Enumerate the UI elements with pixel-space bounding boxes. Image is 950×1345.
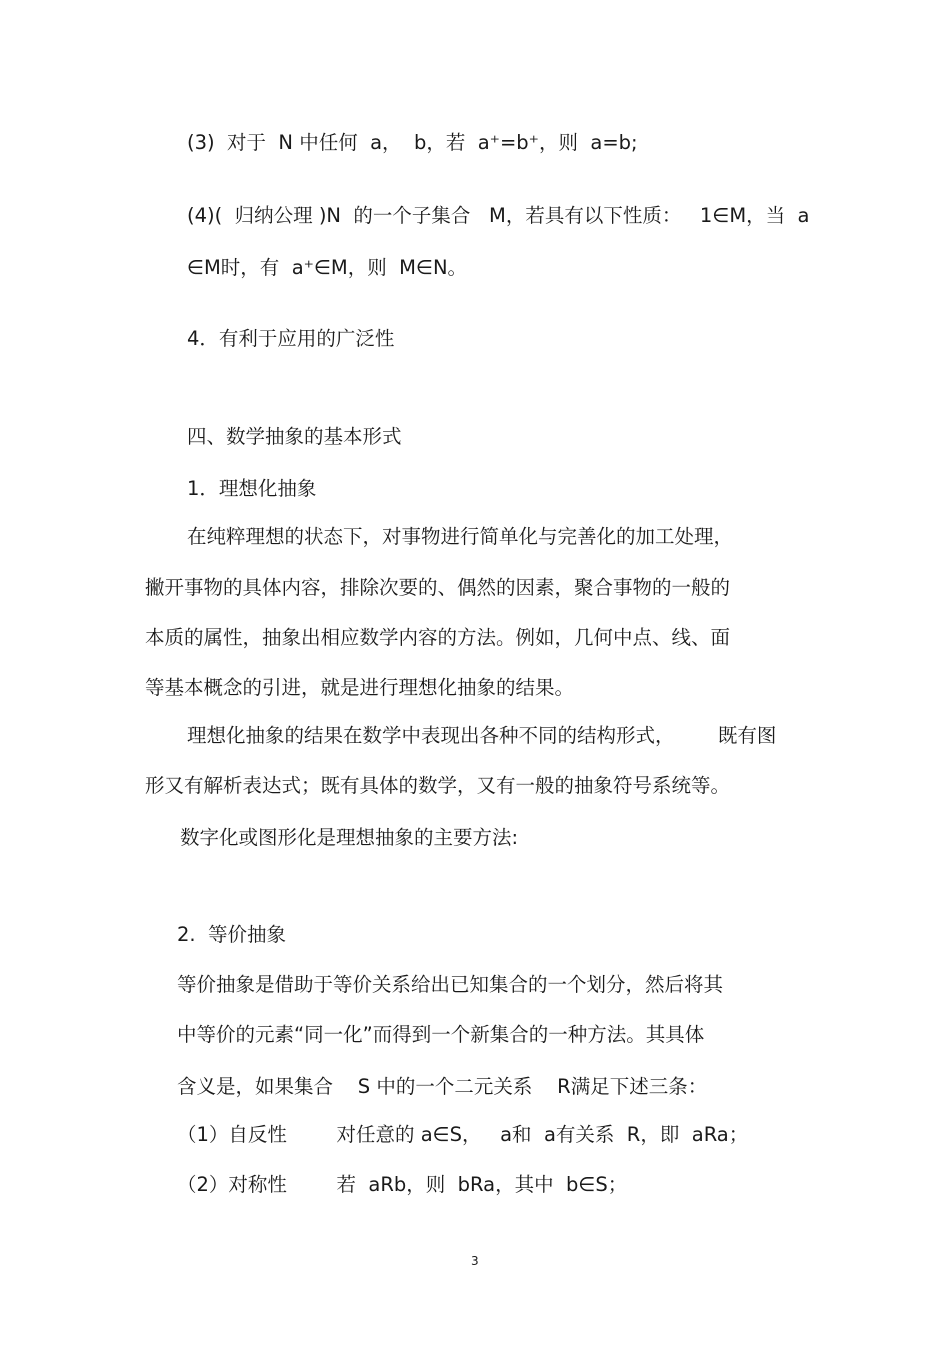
- heading-item-4: 4．有利于应用的广泛性: [187, 327, 395, 350]
- section-heading: 四、数学抽象的基本形式: [187, 425, 402, 448]
- paragraph-line: 理想化抽象的结果在数学中表现出各种不同的结构形式， 既有图: [187, 724, 777, 747]
- paragraph-line: 在纯粹理想的状态下，对事物进行简单化与完善化的加工处理，: [187, 525, 734, 548]
- paragraph-line: 撇开事物的具体内容，排除次要的、偶然的因素，聚合事物的一般的: [145, 576, 731, 599]
- line-axiom-3: (3) 对于 N 中任何 a， b，若 a⁺=b⁺，则 a=b;: [187, 131, 638, 154]
- subheading-1: 1．理想化抽象: [187, 477, 317, 500]
- paragraph-line: 形又有解析表达式；既有具体的数学，又有一般的抽象符号系统等。: [145, 774, 731, 797]
- property-symmetric: （2）对称性 若 aRb，则 bRa，其中 b∈S；: [177, 1173, 628, 1196]
- paragraph-line: 本质的属性，抽象出相应数学内容的方法。例如，几何中点、线、面: [145, 626, 731, 649]
- page-number: 3: [471, 1254, 479, 1268]
- paragraph-line: 等基本概念的引进，就是进行理想化抽象的结果。: [145, 676, 575, 699]
- line-axiom-4-cont: ∈M时，有 a⁺∈M，则 M∈N。: [187, 256, 468, 279]
- paragraph-line: 等价抽象是借助于等价关系给出已知集合的一个划分，然后将其: [177, 973, 724, 996]
- subheading-2: 2. 等价抽象: [177, 923, 287, 946]
- paragraph-line: 含义是，如果集合 S 中的一个二元关系 R满足下述三条：: [177, 1075, 708, 1098]
- paragraph-line: 中等价的元素“同一化”而得到一个新集合的一种方法。其具体: [177, 1023, 705, 1046]
- line-axiom-4: (4)( 归纳公理 )N 的一个子集合 M，若具有以下性质： 1∈M，当 a: [187, 204, 810, 227]
- property-reflexive: （1）自反性 对任意的 a∈S， a和 a有关系 R，即 aRa；: [177, 1123, 749, 1146]
- paragraph-line: 数字化或图形化是理想抽象的主要方法:: [180, 826, 519, 849]
